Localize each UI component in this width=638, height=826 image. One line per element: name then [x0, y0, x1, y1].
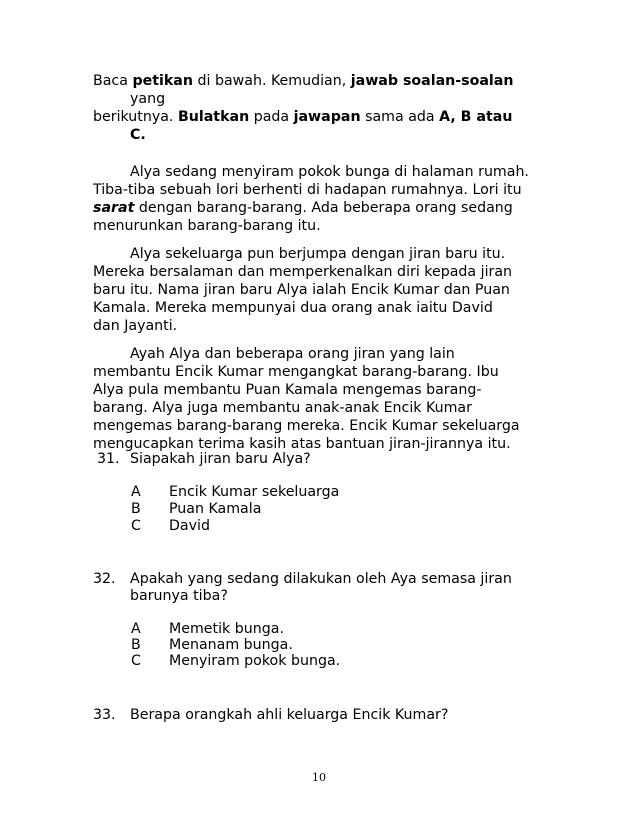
- paragraph-line: Kamala. Mereka mempunyai dua orang anak iaitu David: [93, 300, 493, 316]
- option-text: Puan Kamala: [169, 501, 262, 517]
- instruction-bold-bulatkan: Bulatkan: [177, 109, 250, 125]
- option-text: Menyiram pokok bunga.: [169, 653, 341, 669]
- option-letter: C: [131, 653, 141, 669]
- option-letter: C: [131, 518, 141, 534]
- instruction-bold-c: C.: [130, 127, 146, 143]
- question-text: Berapa orangkah ahli keluarga Encik Kumar?: [130, 707, 449, 723]
- paragraph-line: Tiba-tiba sebuah lori berhenti di hadapan rumahnya. Lori itu: [93, 182, 522, 198]
- option-text: Menanam bunga.: [169, 637, 293, 653]
- question-text: barunya tiba?: [130, 588, 228, 604]
- instruction-bold-jawab: jawab soalan-soalan: [350, 73, 514, 89]
- instruction-text: Baca: [93, 73, 133, 89]
- question-number: 32.: [93, 571, 116, 587]
- question-text: Apakah yang sedang dilakukan oleh Aya semasa jiran: [130, 571, 512, 587]
- paragraph-line: membantu Encik Kumar mengangkat barang-barang. Ibu: [93, 364, 499, 380]
- instruction-bold-petikan: petikan: [132, 73, 193, 89]
- paragraph-line: menurunkan barang-barang itu.: [93, 218, 321, 234]
- paragraph-line: Alya pula membantu Puan Kamala mengemas barang-: [93, 382, 482, 398]
- emphasis-word-sarat: sarat: [93, 200, 135, 216]
- option-text: Memetik bunga.: [169, 621, 284, 637]
- instruction: [93, 72, 543, 144]
- paragraph-line: dan Jayanti.: [93, 318, 178, 334]
- paragraph-line: [93, 199, 543, 217]
- instruction-text: pada: [249, 109, 294, 125]
- passage-paragraph-2: [93, 245, 543, 335]
- option-letter: B: [131, 501, 141, 517]
- instruction-text: sama ada: [360, 109, 440, 125]
- instruction-line-4: [93, 126, 543, 144]
- question-number: 31.: [97, 451, 120, 467]
- paragraph-text: dengan barang-barang. Ada beberapa orang sedang: [134, 200, 513, 216]
- paragraph-line: Alya sedang menyiram pokok bunga di halaman rumah.: [130, 164, 529, 180]
- option-letter: A: [131, 621, 141, 637]
- option-letter: B: [131, 637, 141, 653]
- instruction-bold-options: A, B atau: [439, 109, 513, 125]
- question-number: 33.: [93, 707, 116, 723]
- option-text: Encik Kumar sekeluarga: [169, 484, 340, 500]
- instruction-line-2: yang: [130, 91, 166, 107]
- paragraph-line: baru itu. Nama jiran baru Alya ialah Encik Kumar dan Puan: [93, 282, 510, 298]
- paragraph-line: Mereka bersalaman dan memperkenalkan diri kepada jiran: [93, 264, 513, 280]
- paragraph-line: mengucapkan terima kasih atas bantuan jiran-jirannya itu.: [93, 436, 511, 452]
- paragraph-line: Alya sekeluarga pun berjumpa dengan jiran baru itu.: [130, 246, 506, 262]
- instruction-text: berikutnya.: [93, 109, 178, 125]
- instruction-line-1: [93, 72, 543, 90]
- page-number: 10: [312, 771, 326, 784]
- paragraph-line: Ayah Alya dan beberapa orang jiran yang lain: [130, 346, 455, 362]
- instruction-line-3: [93, 108, 543, 126]
- option-text: David: [169, 518, 210, 534]
- question-text: Siapakah jiran baru Alya?: [130, 451, 311, 467]
- instruction-text: di bawah. Kemudian,: [192, 73, 351, 89]
- option-letter: A: [131, 484, 141, 500]
- passage-paragraph-3: [93, 345, 543, 453]
- paragraph-line: barang. Alya juga membantu anak-anak Encik Kumar: [93, 400, 472, 416]
- instruction-bold-jawapan: jawapan: [293, 109, 361, 125]
- paragraph-line: mengemas barang-barang mereka. Encik Kumar sekeluarga: [93, 418, 520, 434]
- passage-paragraph-1: [93, 163, 543, 235]
